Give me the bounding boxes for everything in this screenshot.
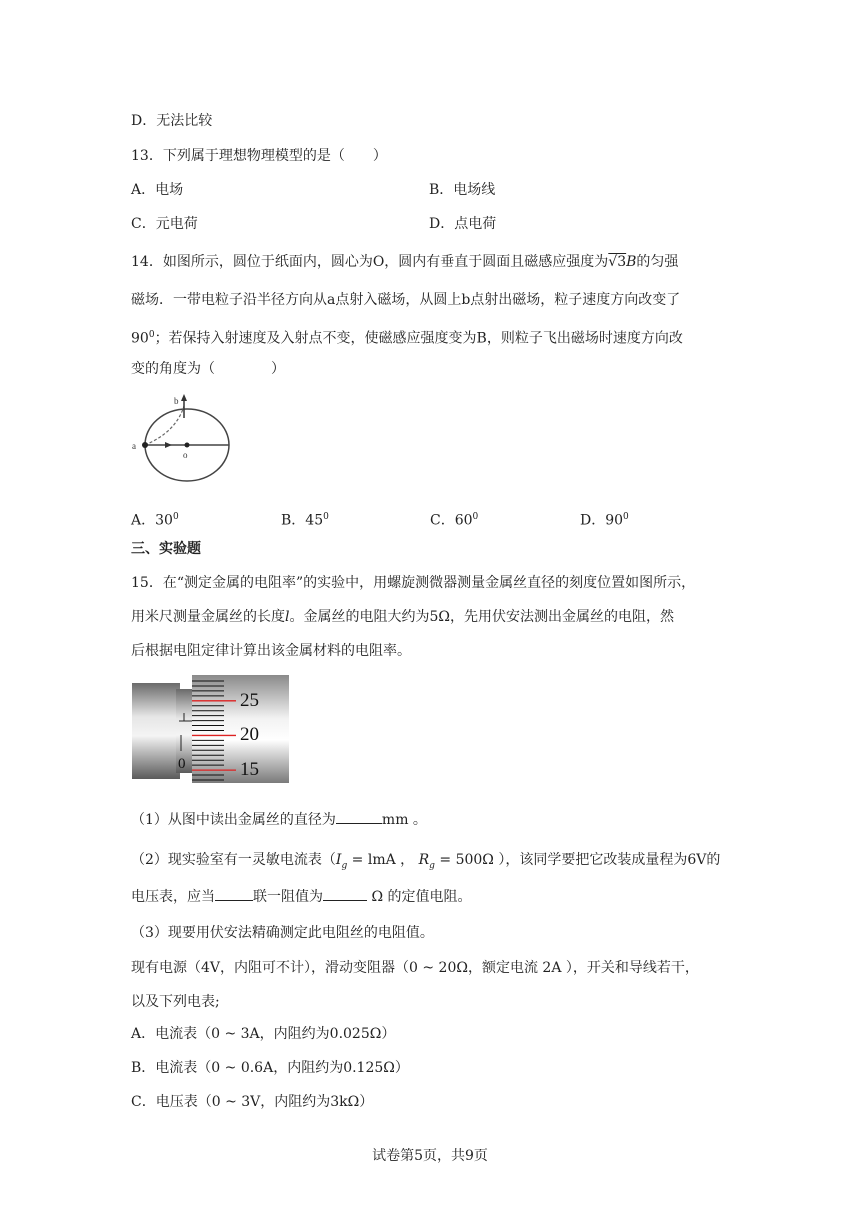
micrometer-image <box>132 673 289 786</box>
q14-stem-line4: 变的角度为（ ） <box>131 361 285 377</box>
sleeve-label: 0 <box>178 756 186 772</box>
q15-part1: （1）从图中读出金属丝的直径为 mm 。 <box>131 809 427 830</box>
q15-item-b: B．电流表（0 ~ 0.6A，内阻约为0.125Ω） <box>131 1060 409 1076</box>
q15-item-a: A．电流表（0 ~ 3A，内阻约为0.025Ω） <box>131 1026 396 1042</box>
q12-option-d: D．无法比较 <box>131 113 213 129</box>
q14-circle-diagram <box>128 390 236 486</box>
q14-option-b: B．$45^0$ <box>281 512 329 529</box>
page-footer: 试卷第5页，共9页 <box>372 1148 488 1164</box>
q15-part3: （3）现要用伏安法精确测定此电阻丝的电阻值。 <box>131 925 434 941</box>
sqrt3-symbol: √3 <box>608 254 627 270</box>
label-b: b <box>174 396 179 406</box>
scale-label-25: 25 <box>240 690 259 711</box>
scale-label-20: 20 <box>240 724 259 745</box>
exit-arrowhead <box>181 394 187 401</box>
label-a: a <box>132 441 136 451</box>
q15-part3-meters-intro: 以及下列电表; <box>131 994 220 1010</box>
q13-option-b: B．电场线 <box>429 182 496 198</box>
answer-blank-2[interactable] <box>215 886 253 901</box>
q15-part2: （2）现实验室有一灵敏电流表（$I_g$ = lmA ， $R_g = 500\Omega$ ），该同学要把它改装成量程为6V的 <box>131 852 721 871</box>
q13-option-a: A．电场 <box>131 182 184 198</box>
label-o: o <box>183 450 188 460</box>
q13-option-c: C．元电荷 <box>131 216 198 232</box>
answer-blank-3[interactable] <box>323 886 367 901</box>
q15-stem-line3: 后根据电阻定律计算出该金属材料的电阻率。 <box>131 643 411 659</box>
q15-stem-line1: 15．在“测定金属的电阻率”的实验中，用螺旋测微器测量金属丝直径的刻度位置如图所示， <box>131 575 696 591</box>
q15-part3-supplies: 现有电源（4V，内阻可不计），滑动变阻器（0 ~ 20Ω，额定电流 2A ），开关和导线若干， <box>131 960 699 976</box>
q13-stem: 13．下列属于理想物理模型的是（ ） <box>131 148 387 164</box>
answer-blank-1[interactable] <box>336 809 382 824</box>
q14-stem-line3: $90^0$；若保持入射速度及入射点不变，使磁感应强度变为B，则粒子飞出磁场时速度方向改 <box>131 330 683 347</box>
q13-option-d: D．点电荷 <box>429 216 497 232</box>
q14-option-d: D．$90^0$ <box>580 512 629 529</box>
q14-stem-line1: 14．如图所示，圆位于纸面内，圆心为O，圆内有垂直于圆面且磁感应强度为√3B的匀强 <box>131 254 679 270</box>
q14-stem-line2: 磁场．一带电粒子沿半径方向从a点射入磁场，从圆上b点射出磁场，粒子速度方向改变了 <box>131 292 681 308</box>
q14-option-a: A．$30^0$ <box>131 512 179 529</box>
micrometer-sleeve <box>132 683 180 779</box>
section-title: 三、实验题 <box>131 541 201 557</box>
q15-part2b: 电压表，应当 联一阻值为 Ω 的定值电阻。 <box>131 886 472 907</box>
q15-item-c: C．电压表（0 ~ 3V，内阻约为3kΩ） <box>131 1094 374 1110</box>
entry-arrowhead <box>165 442 172 448</box>
q14-option-c: C．$60^0$ <box>430 512 479 529</box>
point-a <box>142 442 148 448</box>
scale-label-15: 15 <box>240 759 259 780</box>
q15-stem-line2: 用米尺测量金属丝的长度l。金属丝的电阻大约为5Ω，先用伏安法测出金属丝的电阻，然 <box>131 609 674 625</box>
center-o <box>185 443 190 448</box>
